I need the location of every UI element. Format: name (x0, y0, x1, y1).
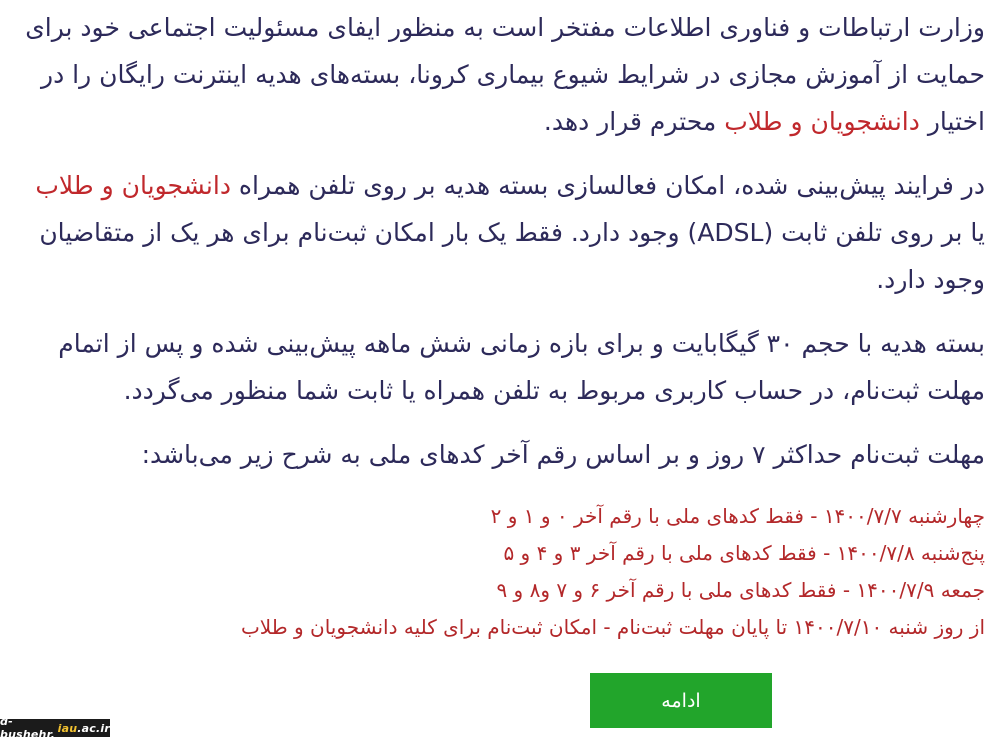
watermark-suffix: .ac.ir (77, 721, 110, 735)
package-paragraph: بسته هدیه با حجم ۳۰ گیگابایت و برای بازه زمانی شش ماهه پیش‌بینی شده و پس از اتمام مهلت ثبت‌نام، در حساب کاربری مربوط به تلفن همراه یا ثابت شما منظور می‌گردد. (58, 329, 985, 405)
schedule-item: چهارشنبه ۱۴۰۰/۷/۷ - فقط کدهای ملی با رقم آخر ۰ و ۱ و ۲ (490, 504, 985, 528)
students-highlight: دانشجویان و طلاب (35, 171, 231, 200)
schedule-item: پنج‌شنبه ۱۴۰۰/۷/۸ - فقط کدهای ملی با رقم آخر ۳ و ۴ و ۵ (503, 541, 985, 565)
continue-button[interactable]: ادامه (590, 673, 772, 728)
intro-text-start: وزارت ارتباطات و فناوری اطلاعات مفتخر است به منظور ایفای مسئولیت اجتماعی خود برای حمایت از آموزش مجازی در شرایط شیوع بیماری کرونا، بسته‌های هدیه اینترنت رایگان را در اختیار (25, 13, 985, 136)
schedule-item: از روز شنبه ۱۴۰۰/۷/۱۰ تا پایان مهلت ثبت‌نام - امکان ثبت‌نام برای کلیه دانشجویان و طلاب (240, 615, 985, 639)
activation-text-start: در فرایند پیش‌بینی شده، امکان فعالسازی بسته هدیه بر روی تلفن همراه (230, 171, 985, 200)
intro-paragraph (16, 4, 985, 145)
site-watermark (0, 715, 110, 741)
schedule-item: جمعه ۱۴۰۰/۷/۹ - فقط کدهای ملی با رقم آخر ۶ و ۷ و۸ و ۹ (496, 578, 985, 602)
activation-text-end: یا بر روی تلفن ثابت (ADSL) وجود دارد. فقط یک بار امکان ثبت‌نام برای هر یک از متقاضیان وجود دارد. (39, 218, 985, 294)
watermark-prefix: d-bushehr. (0, 715, 56, 741)
registration-schedule (16, 498, 985, 646)
students-highlight: دانشجویان و طلاب (724, 107, 920, 136)
activation-paragraph (16, 162, 985, 303)
announcement-content (16, 4, 985, 646)
watermark-accent: iau (57, 721, 78, 735)
intro-text-end: محترم قرار دهد. (543, 107, 725, 136)
deadline-paragraph: مهلت ثبت‌نام حداکثر ۷ روز و بر اساس رقم آخر کدهای ملی به شرح زیر می‌باشد: (141, 440, 985, 469)
